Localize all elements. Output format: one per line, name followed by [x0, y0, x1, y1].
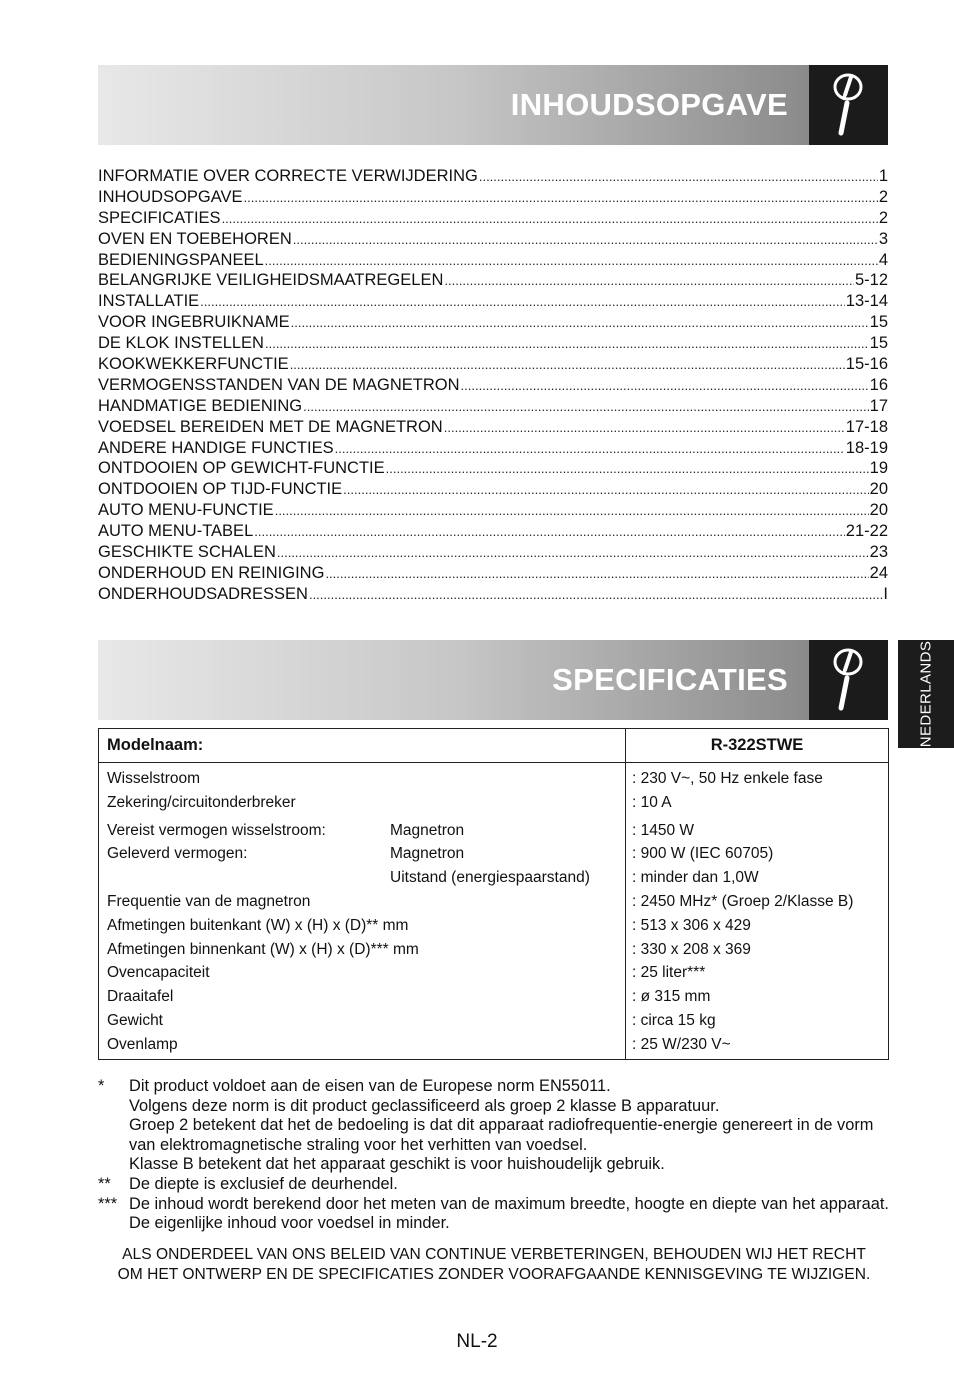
toc-entry — [98, 584, 888, 605]
toc-entry — [98, 396, 888, 417]
toc-entry-page: 5-12 — [854, 271, 888, 290]
toc-leader-dots — [277, 543, 869, 564]
footnote — [98, 1195, 890, 1234]
footnotes — [98, 1077, 890, 1234]
toc-entry — [98, 250, 888, 271]
spec-sublabel — [390, 890, 625, 914]
spec-sublabel: Magnetron — [390, 845, 465, 863]
toc-leader-dots — [444, 271, 854, 292]
disclaimer-line: OM HET ONTWERP EN DE SPECIFICATIES ZONDER VOORAFGAANDE KENNISGEVING TE WIJZIGEN. — [117, 1266, 871, 1283]
toc-entry-page: 2 — [878, 187, 888, 206]
spec-sublabel: Magnetron — [390, 821, 465, 839]
toc-leader-dots — [461, 376, 869, 397]
spec-sublabel — [390, 914, 625, 938]
toc-entry-label: ONTDOOIEN OP GEWICHT-FUNCTIE — [98, 459, 385, 478]
spec-labels-cell — [99, 763, 626, 1060]
toc-entry-label: ONDERHOUD EN REINIGING — [98, 563, 325, 582]
toc-entry — [98, 521, 888, 542]
toc-leader-dots — [265, 251, 878, 272]
spec-sublabel: Uitstand (energiespaarstand) — [390, 869, 590, 887]
footnote-line: Groep 2 betekent dat het de bedoeling is dat dit apparaat radiofrequentie-energie genereert in de vorm van elektromagnetische straling voor het verhitten van voedsel. — [129, 1116, 874, 1154]
spec-value: : 1450 W — [632, 821, 695, 839]
toc-entry-label: VERMOGENSSTANDEN VAN DE MAGNETRON — [98, 375, 460, 394]
footnote-line: Dit product voldoet aan de eisen van de Europese norm EN55011. — [129, 1077, 611, 1095]
toc-entry-label: ONTDOOIEN OP TIJD-FUNCTIE — [98, 480, 343, 499]
toc-entry-page: 17 — [869, 396, 888, 415]
footnote-text — [129, 1077, 890, 1175]
toc-entry-label: VOEDSEL BEREIDEN MET DE MAGNETRON — [98, 417, 443, 436]
spec-label: Zekering/circuitonderbreker — [107, 793, 296, 811]
spec-value-row — [626, 985, 888, 1009]
toc-entry-page: 17-18 — [845, 417, 888, 436]
toc-entry — [98, 208, 888, 229]
toc-entry — [98, 417, 888, 438]
toc-entry-page: 23 — [869, 543, 888, 562]
footnote-line: Volgens deze norm is dit product geclassificeerd als groep 2 klasse B apparatuur. — [129, 1096, 720, 1115]
spec-sublabel — [390, 938, 625, 962]
toc-entry-page: 2 — [878, 208, 888, 227]
toc-entry-page: 3 — [878, 229, 888, 248]
toc-entry-page: 1 — [878, 167, 888, 185]
toc-entry-label: BEDIENINGSPANEEL — [98, 250, 264, 269]
spec-value: : 900 W (IEC 60705) — [632, 845, 774, 863]
spec-label: Afmetingen buitenkant (W) x (H) x (D)** mm — [107, 916, 409, 934]
spec-row — [99, 938, 625, 962]
toc-leader-dots — [386, 459, 869, 480]
toc-entry-label: KOOKWEKKERFUNCTIE — [98, 355, 289, 374]
toc-leader-dots — [200, 292, 845, 313]
spec-row — [99, 985, 625, 1009]
spec-value-row — [626, 819, 888, 843]
toc-entry-label: ONDERHOUDSADRESSEN — [98, 584, 308, 603]
footnote-text — [129, 1175, 890, 1195]
toc-entry — [98, 312, 888, 333]
toc-entry — [98, 563, 888, 584]
spec-row — [99, 842, 625, 866]
toc-entry-label: SPECIFICATIES — [98, 208, 221, 227]
spec-value: : 10 A — [632, 793, 672, 811]
toc-entry-label: DE KLOK INSTELLEN — [98, 334, 264, 353]
disclaimer — [98, 1245, 890, 1285]
toc-entry-page: 20 — [869, 501, 888, 520]
toc-entry-label: INSTALLATIE — [98, 292, 200, 311]
toc-entry — [98, 270, 888, 291]
spec-table — [98, 728, 889, 1060]
toc-entry — [98, 500, 888, 521]
spec-sublabel — [390, 1033, 625, 1057]
language-label: NEDERLANDS — [917, 640, 935, 748]
toc-entry-page: 15 — [869, 334, 888, 353]
toc-entry-page: 18-19 — [845, 438, 888, 457]
toc-entry-page: 15 — [869, 313, 888, 332]
spec-value-row — [626, 1033, 888, 1057]
footnote — [98, 1175, 890, 1195]
spec-value-row — [626, 842, 888, 866]
toc-info-icon-box — [809, 65, 888, 145]
toc-entry-page: 15-16 — [845, 355, 888, 374]
spec-value: : 25 W/230 V~ — [632, 1035, 731, 1053]
spec-sublabel — [390, 1009, 625, 1033]
spec-value: : 2450 MHz* (Groep 2/Klasse B) — [632, 892, 854, 910]
toc-leader-dots — [303, 397, 869, 418]
toc-entry-page: 13-14 — [845, 292, 888, 311]
spec-value: : 25 liter*** — [632, 964, 706, 982]
toc-title: INHOUDSOPGAVE — [510, 87, 788, 122]
spec-row — [99, 961, 625, 985]
spec-row — [99, 866, 625, 890]
toc-leader-dots — [275, 501, 869, 522]
toc-entry-label: INFORMATIE OVER CORRECTE VERWIJDERING — [98, 167, 478, 185]
spec-value-row — [626, 767, 888, 791]
toc-entry-label: ANDERE HANDIGE FUNCTIES — [98, 438, 334, 457]
spec-value: : 330 x 208 x 369 — [632, 940, 751, 958]
spec-label: Vereist vermogen wisselstroom: — [107, 821, 326, 839]
spec-value: : minder dan 1,0W — [632, 869, 759, 887]
spec-value: : ø 315 mm — [632, 988, 711, 1006]
toc-entry — [98, 354, 888, 375]
info-i-icon — [831, 648, 865, 712]
model-value: R-322STWE — [626, 729, 889, 763]
spec-value-row — [626, 1009, 888, 1033]
spec-label — [99, 866, 390, 890]
toc-leader-dots — [325, 564, 868, 585]
toc-leader-dots — [265, 334, 869, 355]
toc-entry-page: 20 — [869, 480, 888, 499]
footnote — [98, 1077, 890, 1175]
specs-title: SPECIFICATIES — [552, 662, 788, 697]
spec-row — [99, 1033, 625, 1057]
toc-leader-dots — [335, 439, 845, 460]
toc-entry-label: AUTO MENU-FUNCTIE — [98, 501, 274, 520]
toc-entry-label: GESCHIKTE SCHALEN — [98, 543, 276, 562]
spec-value-row — [626, 938, 888, 962]
footnote-line: Klasse B betekent dat het apparaat geschikt is voor huishoudelijk gebruik. — [129, 1155, 665, 1174]
toc-entry-page: 19 — [869, 459, 888, 478]
toc-entry-label: OVEN EN TOEBEHOREN — [98, 229, 292, 248]
spec-value-row — [626, 914, 888, 938]
toc-leader-dots — [291, 313, 869, 334]
disclaimer-line: ALS ONDERDEEL VAN ONS BELEID VAN CONTINUE VERBETERINGEN, BEHOUDEN WIJ HET RECHT — [122, 1246, 866, 1263]
specs-banner — [98, 640, 888, 720]
model-label: Modelnaam: — [99, 729, 626, 763]
toc-entry-label: VOOR INGEBRUIKNAME — [98, 313, 290, 332]
spec-value-row — [626, 890, 888, 914]
toc-entry — [98, 229, 888, 250]
toc-leader-dots — [479, 167, 878, 188]
toc-entry-label: HANDMATIGE BEDIENING — [98, 396, 303, 415]
spec-value: : 230 V~, 50 Hz enkele fase — [632, 770, 823, 787]
toc-entry-page: 4 — [878, 250, 888, 269]
spec-row — [99, 890, 625, 914]
language-side-tab — [898, 640, 954, 748]
footnote-text — [129, 1195, 890, 1234]
spec-row — [99, 767, 625, 791]
page-number: NL-2 — [456, 1331, 498, 1352]
toc-entry — [98, 458, 888, 479]
spec-label: Draaitafel — [107, 988, 174, 1006]
toc-entry — [98, 333, 888, 354]
spec-label: Frequentie van de magnetron — [107, 892, 311, 910]
toc-entry-label: BELANGRIJKE VEILIGHEIDSMAATREGELEN — [98, 271, 444, 290]
toc-leader-dots — [254, 522, 845, 543]
toc-leader-dots — [444, 418, 845, 439]
toc-leader-dots — [222, 209, 878, 230]
spec-label: Wisselstroom — [107, 770, 201, 787]
spec-value-row — [626, 791, 888, 815]
spec-label: Geleverd vermogen: — [107, 845, 248, 863]
footnote-marker: ** — [98, 1174, 111, 1193]
spec-label: Ovenlamp — [107, 1035, 178, 1053]
spec-row — [99, 914, 625, 938]
toc-entry-page: I — [883, 584, 888, 603]
spec-label: Gewicht — [107, 1011, 163, 1029]
toc-entry — [98, 542, 888, 563]
toc-entry — [98, 187, 888, 208]
toc-banner — [98, 65, 888, 145]
toc-entry — [98, 375, 888, 396]
spec-label: Afmetingen binnenkant (W) x (H) x (D)*** mm — [107, 940, 419, 958]
footnote-line: De inhoud wordt berekend door het meten van de maximum breedte, hoogte en diepte van het apparaat. De eigenlijke inhoud voor voedsel in minder. — [129, 1194, 889, 1233]
spec-values-cell — [626, 763, 889, 1060]
footnote-marker: * — [98, 1077, 105, 1095]
spec-value-row — [626, 866, 888, 890]
toc-entry-label: AUTO MENU-TABEL — [98, 522, 254, 541]
toc-entry — [98, 438, 888, 459]
toc-entry-page: 24 — [869, 563, 888, 582]
spec-sublabel — [390, 985, 625, 1009]
spec-value-row — [626, 961, 888, 985]
specs-info-icon-box — [809, 640, 888, 720]
toc-leader-dots — [309, 585, 882, 606]
spec-value: : circa 15 kg — [632, 1011, 716, 1029]
toc-entry — [98, 166, 888, 187]
toc-leader-dots — [244, 188, 878, 209]
footnote-line: De diepte is exclusief de deurhendel. — [129, 1174, 398, 1193]
table-of-contents — [98, 166, 888, 605]
toc-entry-label: INHOUDSOPGAVE — [98, 187, 243, 206]
info-i-icon — [831, 73, 865, 137]
spec-row — [99, 1009, 625, 1033]
spec-row — [99, 819, 625, 843]
toc-entry — [98, 291, 888, 312]
footnote-marker: *** — [98, 1194, 118, 1213]
toc-entry-page: 21-22 — [845, 522, 888, 541]
toc-entry-page: 16 — [869, 375, 888, 394]
toc-leader-dots — [290, 355, 845, 376]
toc-entry — [98, 479, 888, 500]
toc-leader-dots — [293, 230, 878, 251]
spec-value: : 513 x 306 x 429 — [632, 916, 751, 934]
spec-sublabel — [390, 961, 625, 985]
spec-row — [99, 791, 625, 815]
toc-leader-dots — [343, 480, 868, 501]
spec-label: Ovencapaciteit — [107, 964, 210, 982]
